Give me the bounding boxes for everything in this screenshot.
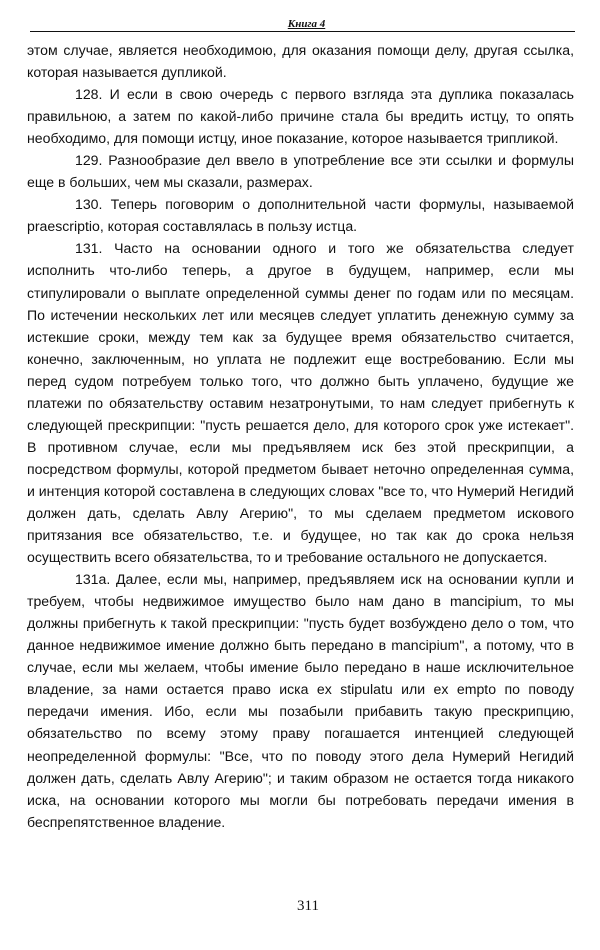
paragraph-131: 131. Часто на основании одного и того же обязательства следует исполнить что-либо теперь, а другое в будущем, например, если мы стипулировали о выплате определенной суммы денег по годам или по месяцам. По истечении нескольких лет или месяцев следует уплатить денежную сумму за истекшие сроки, между тем как за будущее время обязательство считается, конечно, заключенным, но уплата не подлежит еще востребованию. Если мы перед судом потребуем только того, что должно быть уплачено, будущие же платежи по обязательству оставим незатронутыми, то нам следует прибегнуть к следующей прескрипции: "пусть решается дело, для которого срок уже истекает". В противном случае, если мы предъявляем иск без этой прескрипции, а посредством формулы, которой предметом бывает неточно определенная сумма, и интенция которой составлена в следующих словах "все то, что Нумерий Негидий должен дать, сделать Авлу Агерию", то мы сделаем предметом искового притязания все обязательство, т.е. и будущее, но так как до срока нельзя осуществить всего обязательства, то и требование остального не допускается. bbox=[27, 240, 574, 566]
paragraph-131a: 131a. Далее, если мы, например, предъявляем иск на основании купли и требуем, чтобы недвижимое имущество было нам дано в mancipium, то мы должны прибегнуть к такой прескрипции: "пусть будет возбуждено дело о том, что данное недвижимое имение должно быть передано в mancipium", а потому, что в случае, если мы желаем, чтобы имение было передано в наше исключительное владение, за нами остается право иска ex stipulatu или ex empto по поводу передачи имения. Ибо, если мы позабыли прибавить такую прескрипцию, обязательство по всему этому праву погашается интенцией следующей неопределенной формулы: "Все, что по поводу этого дела Нумерий Негидий должен дать, сделать Авлу Агерию"; и таким образом не остается тогда никакого иска, на основании которого мы могли бы потребовать передачи имения в беспрепятственное владение. bbox=[27, 571, 574, 830]
running-head-title: Книга 4 bbox=[287, 18, 326, 30]
body-text bbox=[27, 39, 574, 833]
page-number: 311 bbox=[297, 898, 319, 914]
running-head bbox=[30, 14, 575, 32]
paragraph-130: 130. Теперь поговорим о дополнительной части формулы, называемой praescriptio, которая составлялась в пользу истца. bbox=[27, 196, 574, 235]
paragraph-continuation: этом случае, является необходимою, для оказания помощи делу, другая ссылка, которая называется дупликой. bbox=[27, 42, 574, 81]
paragraph-129: 129. Разнообразие дел ввело в употребление все эти ссылки и формулы еще в больших, чем мы сказали, размерах. bbox=[27, 152, 574, 191]
paragraph-128: 128. И если в свою очередь с первого взгляда эта дуплика показалась правильною, а затем по какой-либо причине стала бы вредить истцу, то опять необходимо, для помощи истцу, иное показание, которое называется трипликой. bbox=[27, 86, 574, 147]
